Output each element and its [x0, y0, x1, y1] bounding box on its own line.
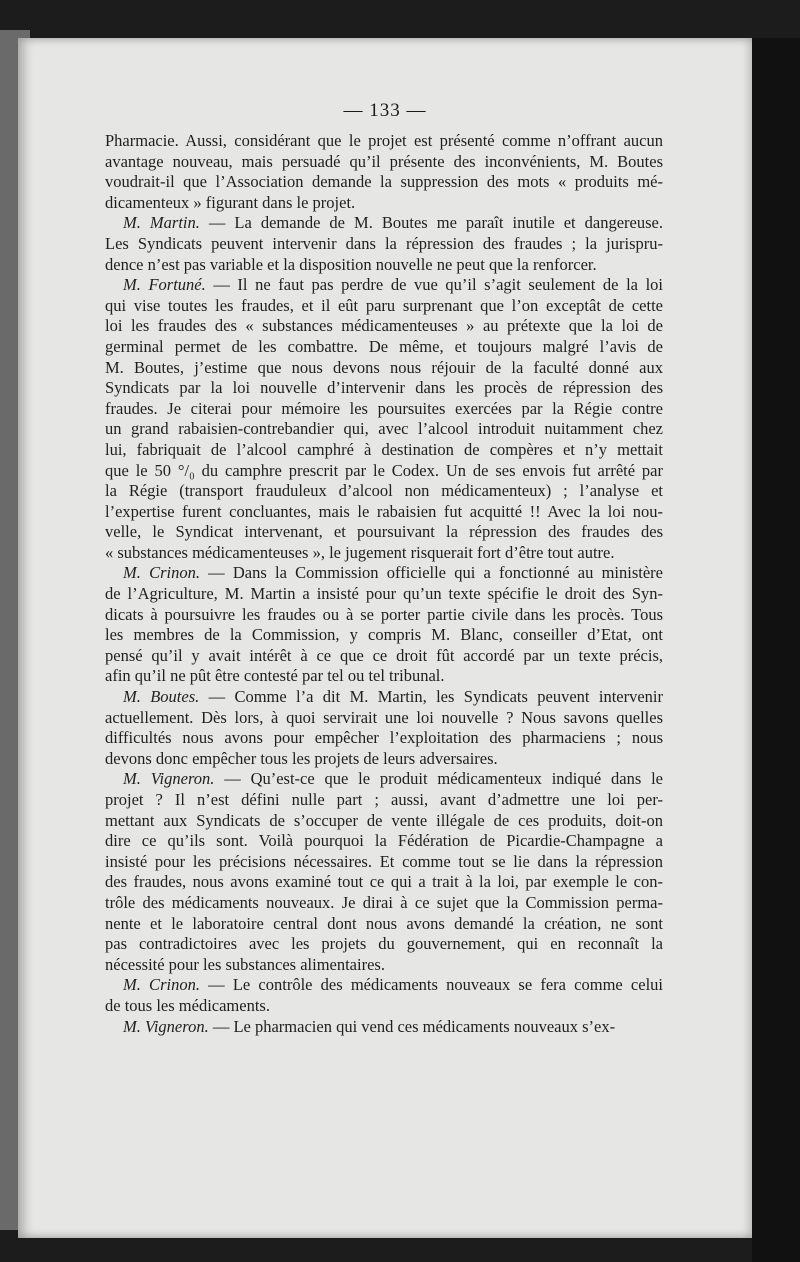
- text-line: [105, 625, 663, 646]
- text-line: [105, 378, 663, 399]
- text-line: [105, 605, 663, 626]
- page-body-text: [105, 131, 663, 1037]
- text-line: [105, 213, 663, 234]
- text-line: [105, 728, 663, 749]
- line-text: insisté pour les précisions nécessaires. Et comme tout se lie dans la répression: [105, 851, 663, 871]
- text-line: [105, 522, 663, 543]
- text-line: [105, 811, 663, 832]
- text-line: [105, 481, 663, 502]
- text-line: [105, 790, 663, 811]
- line-text: actuellement. Dès lors, à quoi servirait une loi nouvelle ? Nous savons quelles: [105, 707, 663, 727]
- line-text: projet ? Il n’est défini nulle part ; aussi, avant d’admettre une loi per-: [105, 790, 663, 809]
- page-number: — 133 —: [343, 100, 427, 121]
- text-line: [105, 872, 663, 893]
- paragraph: [105, 275, 663, 563]
- paragraph: [105, 769, 663, 975]
- line-text: nécessité pour les substances alimentaires.: [105, 954, 385, 974]
- text-line: [105, 666, 663, 687]
- line-text: « substances médicamenteuses », le jugement risquerait fort d’être tout autre.: [105, 542, 615, 562]
- line-text: trôle des médicaments nouveaux. Je dirai à ce sujet que la Commission perma-: [105, 892, 663, 912]
- paragraph: [105, 975, 663, 1016]
- speaker-name: M. Vigneron.: [123, 1016, 209, 1036]
- line-text: — Il ne faut pas perdre de vue qu’il s’agit seulement de la loi: [205, 275, 663, 295]
- speaker-name: M. Crinon.: [123, 975, 200, 995]
- text-line: [105, 131, 663, 152]
- text-line: [105, 934, 663, 955]
- line-text: de l’Agriculture, M. Martin a insisté pour qu’un texte spécifie le droit des Syn-: [105, 584, 663, 604]
- text-line: [105, 461, 663, 482]
- line-text: pensé qu’il y avait intérêt à ce que ce droit fût accordé par un texte précis,: [105, 645, 663, 665]
- line-text: Les Syndicats peuvent intervenir dans la répression des fraudes ; la jurispru-: [105, 233, 663, 253]
- line-text: dicats à poursuivre les fraudes ou à se porter partie civile dans les procès. Tous: [105, 604, 663, 624]
- line-text: que le 50 °/₀ du camphre prescrit par le Codex. Un de ses envois fut arrêté par: [105, 460, 663, 480]
- line-text: velle, le Syndicat intervenant, et poursuivant la répression des fraudes des: [105, 522, 663, 542]
- paragraph: [105, 131, 663, 213]
- text-line: [105, 769, 663, 790]
- line-text: un grand rabaisien-contrebandier qui, avec l’alcool introduit nuitamment chez: [105, 419, 663, 439]
- line-text: l’expertise furent concluantes, mais le rabaisien fut acquitté !! Avec la loi nou-: [105, 501, 663, 521]
- line-text: — Le pharmacien qui vend ces médicaments nouveaux s’ex-: [208, 1016, 616, 1036]
- line-text: pas contradictoires avec les projets du gouvernement, qui en reconnaît la: [105, 934, 663, 954]
- line-text: fraudes. Je citerai pour mémoire les poursuites exercées par la Régie contre: [105, 398, 663, 418]
- line-text: Syndicats par la loi nouvelle d’intervenir dans les procès de répression des: [105, 378, 663, 398]
- line-text: — Qu’est-ce que le produit médicamenteux indiqué dans le: [214, 769, 663, 789]
- text-line: [105, 708, 663, 729]
- line-text: la Régie (transport frauduleux d’alcool non médicamenteux) ; l’analyse et: [105, 481, 663, 501]
- line-text: difficultés nous avons pour empêcher l’exploitation des pharmaciens ; nous: [105, 728, 663, 748]
- text-line: [105, 749, 663, 770]
- line-text: dence n’est pas variable et la disposition nouvelle ne peut que la renforcer.: [105, 254, 597, 274]
- text-line: [105, 996, 663, 1017]
- line-text: M. Boutes, j’estime que nous devons nous réjouir de la faculté donné aux: [105, 357, 663, 377]
- line-text: Pharmacie. Aussi, considérant que le projet est présenté comme n’offrant aucun: [105, 131, 663, 150]
- line-text: les membres de la Commission, y compris M. Blanc, conseiller d’Etat, ont: [105, 625, 663, 645]
- paragraph: [105, 687, 663, 769]
- text-line: [105, 337, 663, 358]
- line-text: — Dans la Commission officielle qui a fonctionné au ministère: [199, 563, 663, 583]
- text-line: [105, 646, 663, 667]
- text-line: [105, 975, 663, 996]
- paragraph: [105, 213, 663, 275]
- text-line: [105, 687, 663, 708]
- line-text: loi les fraudes des « substances médicamenteuses » au prétexte que la loi de: [105, 316, 663, 336]
- line-text: de tous les médicaments.: [105, 995, 270, 1015]
- scan-background: [752, 38, 800, 1262]
- text-line: [105, 152, 663, 173]
- text-line: [105, 255, 663, 276]
- line-text: des fraudes, nous avons examiné tout ce qui a trait à la loi, par exemple le con-: [105, 872, 663, 892]
- speaker-name: M. Boutes.: [123, 687, 200, 707]
- text-line: [105, 852, 663, 873]
- speaker-name: M. Martin.: [123, 213, 200, 233]
- text-line: [105, 316, 663, 337]
- book-page: [18, 38, 752, 1238]
- paragraph: [105, 563, 663, 687]
- line-text: voudrait-il que l’Association demande la suppression des mots « produits mé-: [105, 172, 663, 192]
- text-line: [105, 543, 663, 564]
- text-line: [105, 419, 663, 440]
- line-text: afin qu’il ne pût être contesté par tel ou tel tribunal.: [105, 666, 445, 686]
- line-text: lui, fabriquait de l’alcool camphré à destination de compères et n’y mettait: [105, 439, 663, 459]
- line-text: dicamenteux » figurant dans le projet.: [105, 192, 356, 212]
- text-line: [105, 1017, 663, 1038]
- text-line: [105, 172, 663, 193]
- text-line: [105, 831, 663, 852]
- line-text: — La demande de M. Boutes me paraît inutile et dangereuse.: [199, 213, 663, 233]
- text-line: [105, 502, 663, 523]
- speaker-name: M. Vigneron.: [123, 769, 215, 789]
- text-line: [105, 893, 663, 914]
- text-line: [105, 358, 663, 379]
- line-text: dire ce qu’ils sont. Voilà pourquoi la Fédération de Picardie-Champagne a: [105, 831, 663, 851]
- line-text: devons donc empêcher tous les projets de leurs adversaires.: [105, 748, 498, 768]
- line-text: qui vise toutes les fraudes, et il eût paru surprenant que l’on exceptât de cette: [105, 295, 663, 315]
- text-line: [105, 193, 663, 214]
- speaker-name: M. Fortuné.: [123, 275, 206, 295]
- text-line: [105, 440, 663, 461]
- text-line: [105, 584, 663, 605]
- text-line: [105, 399, 663, 420]
- text-line: [105, 914, 663, 935]
- speaker-name: M. Crinon.: [123, 563, 200, 583]
- line-text: avantage nouveau, mais persuadé qu’il présente des inconvénients, M. Boutes: [105, 151, 663, 171]
- text-line: [105, 955, 663, 976]
- line-text: mettant aux Syndicats de s’occuper de vente illégale de ces produits, doit-on: [105, 810, 663, 830]
- line-text: — Le contrôle des médicaments nouveaux se fera comme celui: [199, 975, 663, 995]
- paragraph: [105, 1017, 663, 1038]
- text-line: [105, 234, 663, 255]
- text-line: [105, 296, 663, 317]
- line-text: — Comme l’a dit M. Martin, les Syndicats peuvent intervenir: [199, 687, 664, 707]
- text-line: [105, 563, 663, 584]
- line-text: nente et le laboratoire central dont nous avons demandé la création, ne sont: [105, 913, 663, 933]
- text-line: [105, 275, 663, 296]
- line-text: germinal permet de les combattre. De même, et toujours malgré l’avis de: [105, 336, 663, 356]
